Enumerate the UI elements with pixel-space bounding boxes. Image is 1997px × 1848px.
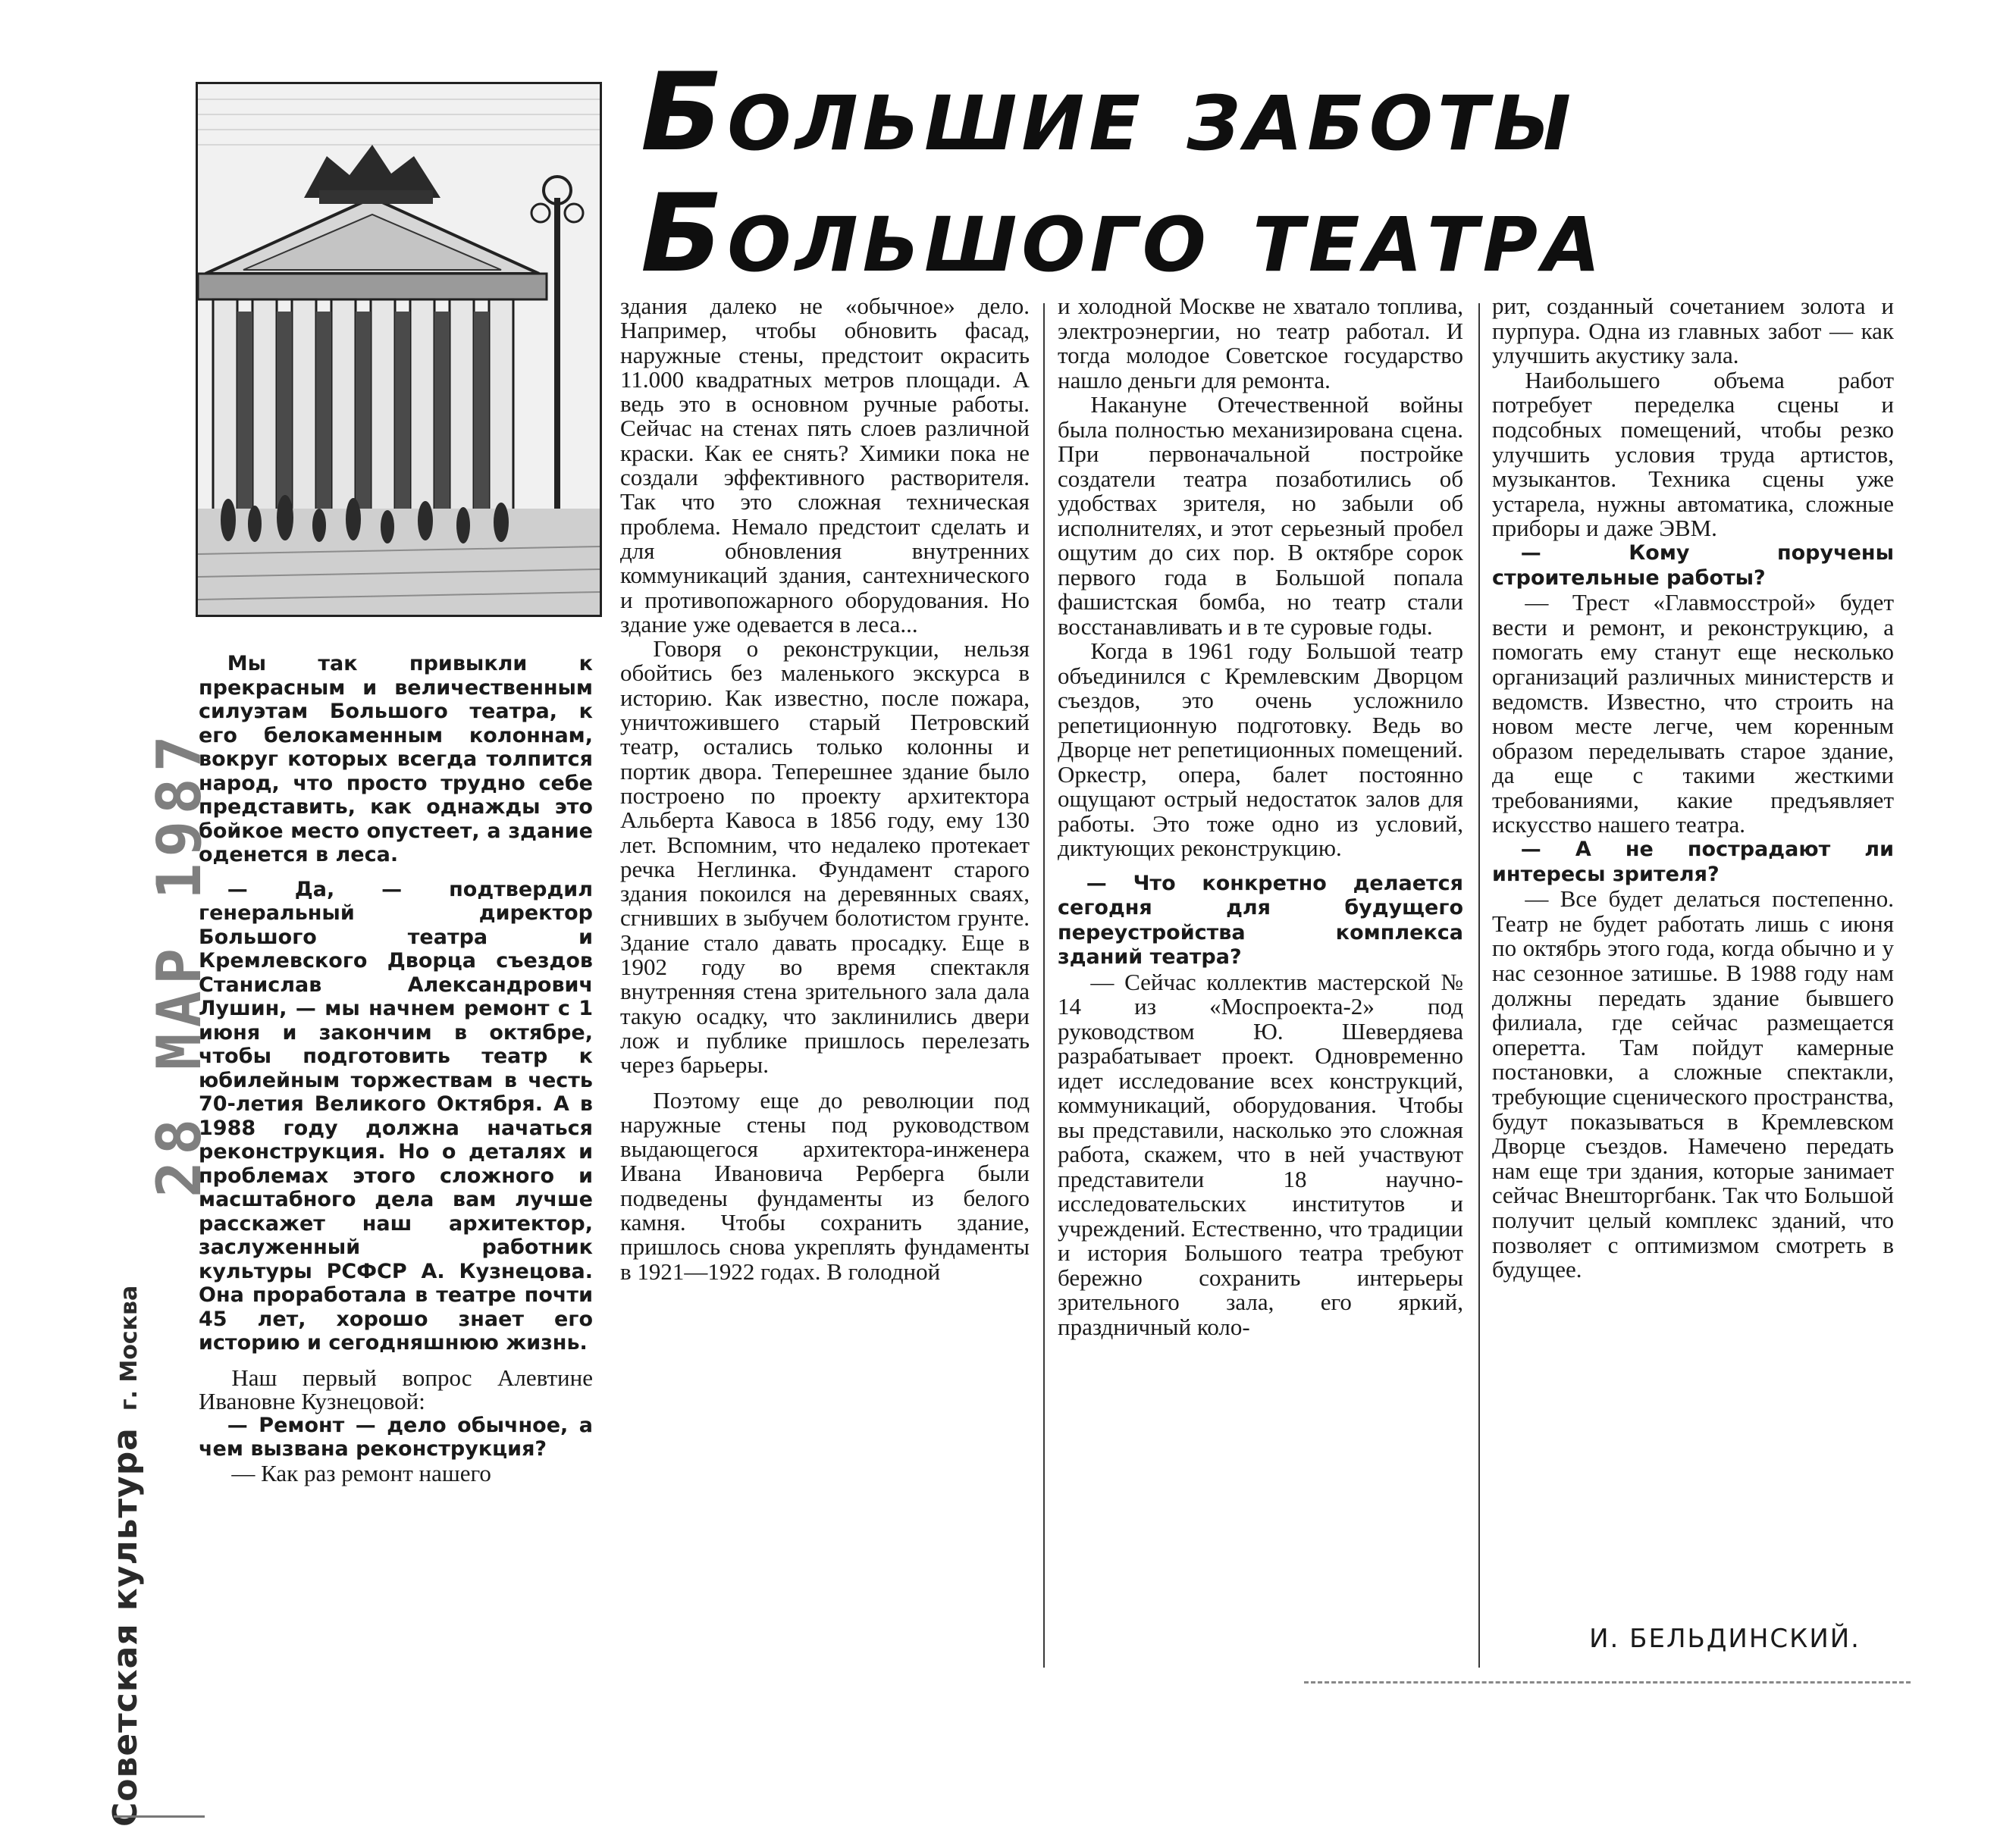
- column-divider: [1043, 303, 1045, 1668]
- article-paragraph: — Все будет делаться постепенно. Театр не будет работать лишь с июня по октябрь этого года, когда обычно и у нас сезонное затишье. В 1988 году нам должны передать здание бывшего филиала, где сейчас размещается оперетта. Там пойдут камерные постановки, а сложные спектакли, требующие сценического пространства, будут показываться в Кремлевском Дворце съездов. Намечено передать нам еще три здания, которые занимает сейчас Внешторгбанк. Так что Большой получит целый комплекс зданий, что позволяет с оптимизмом смотреть в будущее.: [1492, 885, 1894, 1283]
- source-stamp: [106, 1286, 145, 1827]
- article-paragraph: Наш первый вопрос Алевтине Ивановне Кузнецовой:: [199, 1364, 593, 1414]
- interview-question: — Ремонт — дело обычное, а чем вызвана реконструкция?: [199, 1413, 593, 1461]
- source-newspaper-name: Советская культура: [106, 1427, 145, 1827]
- article-column-2: [620, 294, 1030, 1284]
- article-paragraph: Накануне Отечественной войны была полностью механизирована сцена. При первоначальной постройке создатели театра позаботились об удобствах зрителя, но забыли об исполнителях, и этот серьезный пробел ощутим до сих пор. В октябре сорок первого года в Большой попала фашистская бомба, но театр стали восстанавливать и в те суровые годы.: [1058, 391, 1463, 640]
- cut-line: [1304, 1681, 1911, 1684]
- article-paragraph: Когда в 1961 году Большой театр объединился с Кремлевским Дворцом съездов, это очень усложнило репетиционную подготовку. Ведь во Дворце нет репетиционных помещений. Оркестр, опера, балет постоянно ощущают острый недостаток залов для работы. Это тоже одно из условий, диктующих реконструкцию.: [1058, 637, 1463, 861]
- cut-line: [114, 1815, 205, 1818]
- article-paragraph: здания далеко не «обычное» дело. Например, чтобы обновить фасад, наружные стены, предстоит окрасить 11.000 квадратных метров площади. А ведь это в основном ручные работы. Сейчас на стенах пять слоев различной краски. Как ее снять? Химики пока не создали эффективного растворителя. Так что это сложная техническая проблема. Немало предстоит сделать и для обновления внутренних коммуникаций здания, сантехнического и противопожарного оборудования. Но здание уже одевается в леса...: [620, 293, 1030, 637]
- interview-question: — Что конкретно делается сегодня для будущего переустройства комплекса зданий театра?: [1058, 871, 1463, 969]
- article-paragraph: Поэтому еще до революции под наружные стены под руководством выдающегося архитектора-инженера Ивана Ивановича Рерберга были подведены фундаменты из белого камня. Чтобы сохранить здание, пришлось снова укреплять фундаменты в 1921—1922 годах. В голодной: [620, 1086, 1030, 1285]
- author-signature: И. БЕЛЬДИНСКИЙ.: [1589, 1624, 1861, 1654]
- article-paragraph: и холодной Москве не хватало топлива, электроэнергии, но театр работал. И тогда молодое Советское государство нашло деньги для ремонта.: [1058, 293, 1463, 393]
- article-column-4: [1492, 294, 1894, 1283]
- source-city: г. Москва: [116, 1285, 143, 1411]
- interview-question: — А не пострадают ли интересы зрителя?: [1492, 838, 1894, 886]
- headline-line-2: Большого театра: [641, 171, 1605, 296]
- column-divider: [1478, 303, 1480, 1668]
- article-lead: Мы так привыкли к прекрасным и величественным силуэтам Большого театра, к его белокаменным колоннам, вокруг которых всегда толпится народ, что просто трудно себе представить, как однажды это бойкое место опустеет, а здание оденется в леса.: [199, 652, 593, 866]
- bolshoi-theatre-photo: [196, 82, 602, 617]
- article-paragraph: — Трест «Главмосстрой» будет вести и ремонт, и реконструкцию, а помогать ему станут еще несколько организаций различных министерств и ведомств. Известно, что строить на новом месте легче, чем коренным образом переделывать старое здание, да еще с такими жесткими требованиями, какие предъявляет искусство нашего театра.: [1492, 589, 1894, 838]
- article-paragraph: — Сейчас коллектив мастерской № 14 из «Моспроекта-2» под руководством Ю. Шевердяева разрабатывает проект. Одновременно идет исследование всех конструкций, коммуникаций, оборудования. Чтобы вы представили, насколько это сложная работа, скажем, что в ней участвуют представители 18 научно-исследовательских институтов и учреждений. Естественно, что традиции и история Большого театра требуют бережно сохранить интерьеры зрительного зала, его яркий, праздничный коло-: [1058, 968, 1463, 1340]
- article-column-1: [199, 652, 593, 1485]
- article-paragraph: — Как раз ремонт нашего: [231, 1459, 491, 1486]
- article-column-3: [1058, 294, 1463, 1339]
- interview-question: — Кому поручены строительные работы?: [1492, 540, 1894, 590]
- article-paragraph: Говоря о реконструкции, нельзя обойтись без маленького экскурса в историю. Как известно, после пожара, уничтожившего старый Петровский театр, остались только колонны и портик двора. Теперешнее здание было построено по проекту архитектора Альберта Кавоса в 1856 году, ему 130 лет. Вспомним, что недалеко протекает речка Неглинка. Фундамент старого здания покоился на деревянных сваях, сгнивших в зыбучем болотистом грунте. Здание стало давать просадку. Еще в 1902 году во время спектакля внутренняя стена зрительного зала дала такую осадку, что заклинились двери лож и публике пришлось перелезать через барьеры.: [620, 635, 1030, 1079]
- headline-line-1: Большие заботы: [641, 50, 1575, 175]
- article-paragraph: рит, созданный сочетанием золота и пурпура. Одна из главных забот — как улучшить акустику зала.: [1492, 293, 1894, 369]
- article-paragraph: — Да, — подтвердил генеральный директор Большого театра и Кремлевского Дворца съездов Станислав Александрович Лушин, — мы начнем ремонт с 1 июня и закончим в октябре, чтобы подготовить театр к юбилейным торжествам в честь 70-летия Великого Октября. А в 1988 году должна начаться реконструкция. Но о деталях и проблемах этого сложного и масштабного дела вам лучше расскажет наш архитектор, заслуженный работник культуры РСФСР А. Кузнецова. Она проработала в театре почти 45 лет, хорошо знает его историю и сегодняшнюю жизнь.: [199, 877, 593, 1355]
- date-stamp: 28 МАР 1987: [144, 729, 215, 1198]
- article-paragraph: Наибольшего объема работ потребует переделка сцены и подсобных помещений, чтобы резко улучшить условия труда артистов, музыкантов. Техника сцены уже устарела, нужны автоматика, сложные приборы и даже ЭВМ.: [1492, 366, 1894, 542]
